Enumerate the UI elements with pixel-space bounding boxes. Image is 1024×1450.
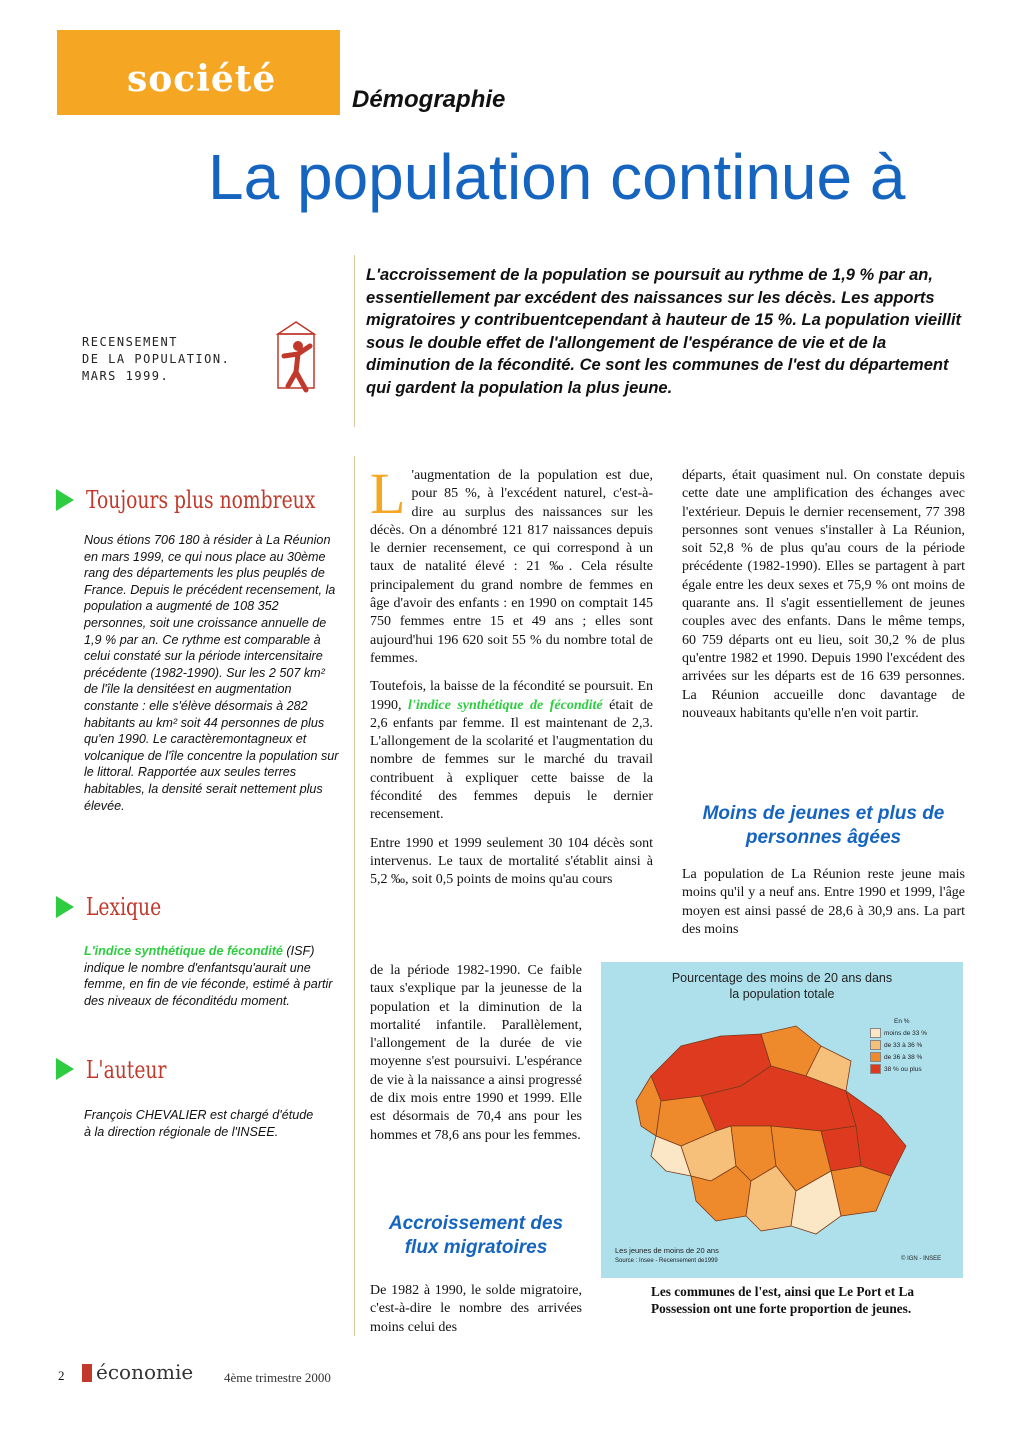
page-number: 2: [58, 1368, 65, 1383]
kicker: Démographie: [352, 86, 506, 113]
arrow-icon: [56, 896, 74, 918]
stamp-line: MARS 1999.: [82, 369, 170, 383]
legend-item: [870, 1027, 927, 1039]
stamp-line: DE LA POPULATION.: [82, 352, 231, 366]
legend-label: de 33 à 36 %: [884, 1041, 923, 1049]
sidebar-text-nombreux: Nous étions 706 180 à résider à La Réunion en mars 1999, ce qui nous place au 30ème rang des départements les plus peuplés de France. Depuis le précédent recensement, la population a augmenté de 108 352 personnes, soit une croissance annuelle de 1,9 % par an. Ce rythme est comparable à celui constaté sur la période intercensitaire précédente (1982-1990). Sur les 2 507 km² de l'île la densitéest en augmentation constante : elle s'élève désormais à 282 habitants au km² soit 44 personnes de plus qu'en 1990. Le caractèremontagneux et volcanique de l'île concentre la population sur le littoral. Rapportée aux seules terres habitables, la densité serait nettement plus élevée.: [84, 533, 339, 813]
map-title-line: Pourcentage des moins de 20 ans dans: [671, 971, 893, 985]
legend-item: [870, 1039, 927, 1051]
lead-divider: [354, 255, 355, 427]
arrow-icon: [56, 1058, 74, 1080]
legend-swatch: [870, 1028, 881, 1038]
sidebar-text-lexique: [84, 943, 340, 1009]
map-source-line: Les jeunes de moins de 20 ans: [615, 1246, 719, 1255]
subheading-jeunes: Moins de jeunes et plus de personnes âgées: [702, 803, 945, 848]
section-tag: [57, 30, 340, 115]
census-stamp: [82, 334, 230, 385]
paragraph: Entre 1990 et 1999 seulement 30 104 décès sont intervenus. Le taux de mortalité s'établit ainsi à 5,2 ‰, soit 0,5 points de moins qu'au cours: [370, 835, 653, 888]
article-column-1: [370, 461, 654, 890]
issue-date: 4ème trimestre 2000: [224, 1370, 331, 1385]
legend-swatch: [870, 1064, 881, 1074]
paragraph-text: Toutefois, la baisse de la fécondité se poursuit. En 1990,: [370, 679, 653, 713]
sidebar-title-auteur: L'auteur: [86, 1056, 167, 1084]
legend-item: [870, 1063, 927, 1075]
map-commune: [831, 1166, 891, 1216]
headline: La population continue à: [208, 141, 906, 213]
map-legend: [870, 1018, 927, 1075]
paragraph-text: était de 2,6 enfants par femme. Il est maintenant de 2,3. L'allongement de la scolarité et l'augmentation du nombre de femmes sur le marché du travail contribuent à expliquer cette baisse de la fécondité des femmes depuis le dernier recensement.: [370, 697, 654, 823]
map-caption: Les communes de l'est, ainsi que Le Port et La Possession ont une forte proportion de jeunes.: [651, 1284, 914, 1316]
article-column-1-end: De 1982 à 1990, le solde migratoire, c'est-à-dire le nombre des arrivées moins celui des: [370, 1283, 582, 1335]
map-title: [601, 970, 963, 1002]
map-title-line: la population totale: [729, 987, 835, 1001]
article-column-2: départs, était quasiment nul. On constate depuis cette date une amplification des échanges avec l'extérieur. Depuis le dernier recensement, 77 398 personnes sont venues s'installer à La Réunion, soit 52,8 % de plus qu'au cours de la période précédente (1982-1990). Elles se partagent à part égale entre les deux sexes et 75,9 % ont moins de quarante ans. Il s'agit essentiellement de jeunes couples avec des enfants. Dans le même temps, 60 759 départs ont eu lieu, soit 30,2 % de plus qu'entre 1982 et 1990. Depuis 1990 l'excédent des arrivées sur les départs est de 16 639 personnes. La Réunion accueille donc davantage de nouveaux habitants qu'elle n'en voit partir.: [682, 468, 965, 721]
lead-paragraph: L'accroissement de la population se poursuit au rythme de 1,9 % par an, essentiellement par excédent des naissances sur les décès. Les apports migratoires y contribuentcependant à hauteur de 15 %. La population vieillit sous le double effet de l'allongement de l'espérance de vie et de la diminution de la fécondité. Ce sont les communes de l'est du département qui gardent la population la plus jeune.: [366, 266, 962, 397]
map-source: [615, 1246, 719, 1266]
arrow-icon: [56, 489, 74, 511]
term-highlight: l'indice synthétique de fécondité: [408, 697, 603, 713]
paragraph: [370, 461, 653, 668]
article-column-2-end: La population de La Réunion reste jeune mais moins qu'il y a neuf ans. Entre 1990 et 1999, l'âge moyen est ainsi passé de 28,6 à 30,9 ans. La part des moins: [682, 867, 965, 937]
legend-label: moins de 33 %: [884, 1029, 927, 1037]
magazine-logo-icon: [82, 1364, 92, 1382]
legend-swatch: [870, 1040, 881, 1050]
section-label: société: [127, 58, 277, 100]
legend-label: de 36 à 38 %: [884, 1053, 923, 1061]
sidebar-text-auteur: François CHEVALIER est chargé d'étude à la direction régionale de l'INSEE.: [84, 1108, 314, 1139]
map-source-line: Source : Insee - Recensement de1999: [615, 1258, 718, 1264]
legend-label: 38 % ou plus: [884, 1065, 922, 1073]
paragraph-text: 'augmentation de la population est due, pour 85 %, à l'excédent naturel, c'est-à-dire au surplus des naissances sur les décès. On a dénombré 121 817 naissances depuis le dernier recensement, ce qui correspond à un taux de natalité élevé : 21 ‰. Cela résulte principalement du grand nombre de femmes en âge d'avoir des enfants : en 1990 on comptait 145 750 femmes entre 15 et 49 ans ; elles sont aujourd'hui 196 620 soit 55 % du nombre total de femmes.: [370, 468, 653, 666]
legend-item: [870, 1051, 927, 1063]
drop-cap: L: [370, 461, 406, 526]
map-figure: [601, 962, 963, 1278]
sidebar-title-lexique: Lexique: [86, 893, 162, 921]
lexique-term: L'indice synthétique de fécondité: [84, 944, 283, 958]
legend-swatch: [870, 1052, 881, 1062]
article-column-1-continued: de la période 1982-1990. Ce faible taux s'explique par la jeunesse de la population et la diminution de la mortalité infantile. Parallèlement, l'allongement de la durée de vie moyenne s'est poursuivi. L'espérance de vie à la naissance a ainsi progressé de dix mois entre 1990 et 1999. Elle est désormais de 70,4 ans pour les hommes et 78,6 ans pour les femmes.: [370, 963, 582, 1143]
sidebar-title-nombreux: Toujours plus nombreux: [86, 486, 316, 514]
paragraph: [370, 678, 653, 824]
map-credit: © IGN - INSEE: [901, 1256, 942, 1262]
lexique-definition: (ISF) indique le nombre d'enfantsqu'aurait une femme, en fin de vie féconde, estimé à partir des niveaux de féconditédu moment.: [84, 944, 333, 1008]
stamp-line: RECENSEMENT: [82, 335, 178, 349]
subheading-flux: Accroissement des flux migratoires: [388, 1213, 564, 1258]
legend-head: En %: [894, 1018, 910, 1025]
column-divider: [354, 456, 355, 1336]
magazine-name: économie: [96, 1360, 194, 1384]
census-logo-icon: [274, 320, 318, 402]
